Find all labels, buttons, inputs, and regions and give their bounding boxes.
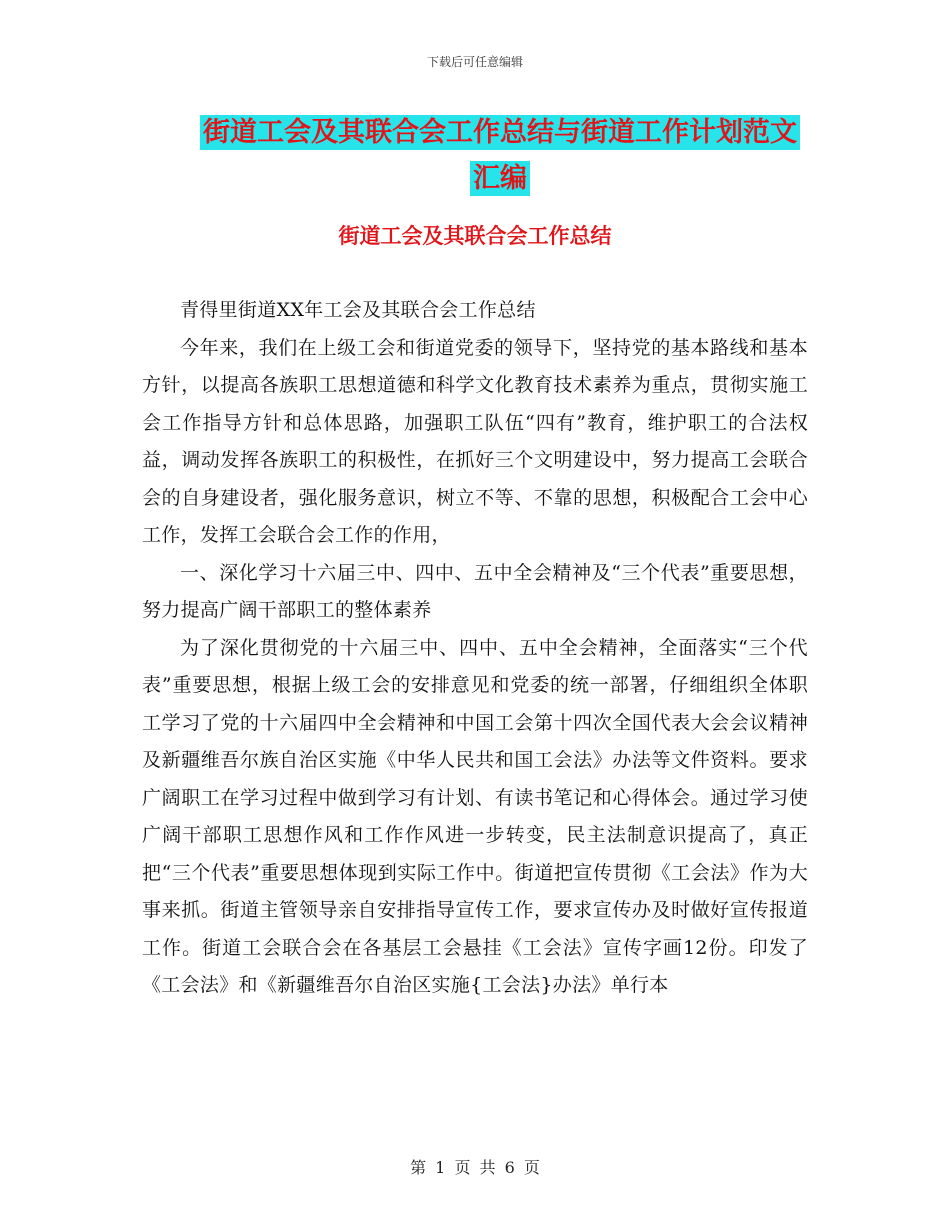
document-title bbox=[190, 110, 810, 202]
body-paragraph: 为了深化贯彻党的十六届三中、四中、五中全会精神，全面落实“三个代表”重要思想，根据上级工会的安排意见和党委的统一部署，仔细组织全体职工学习了党的十六届四中全会精神和中国工会第十四次全国代表大会会议精神及新疆维吾尔族自治区实施《中华人民共和国工会法》办法等文件资料。要求广阔职工在学习过程中做到学习有计划、有读书笔记和心得体会。通过学习使广阔干部职工思想作风和工作作风进一步转变，民主法制意识提高了，真正把“三个代表”重要思想体现到实际工作中。街道把宣传贯彻《工会法》作为大事来抓。街道主管领导亲自安排指导宣传工作，要求宣传办及时做好宣传报道工作。街道工会联合会在各基层工会悬挂《工会法》宣传字画12份。印发了《工会法》和《新疆维吾尔自治区实施{工会法}办法》单行本 bbox=[142, 636, 808, 996]
page-header-note: 下载后可任意编辑 bbox=[426, 55, 523, 69]
body-paragraph: 今年来，我们在上级工会和街道党委的领导下，坚持党的基本路线和基本方针，以提高各族职工思想道德和科学文化教育技术素养为重点，贯彻实施工会工作指导方针和总体思路，加强职工队伍“四有”教育，维护职工的合法权益，调动发挥各族职工的积极性，在抓好三个文明建设中，努力提高工会联合会的自身建设者，强化服务意识，树立不等、不靠的思想，积极配合工会中心工作，发挥工会联合会工作的作用， bbox=[142, 336, 808, 546]
body-paragraph: 一、深化学习十六届三中、四中、五中全会精神及“三个代表”重要思想，努力提高广阔干部职工的整体素养 bbox=[142, 561, 808, 621]
section-title: 街道工会及其联合会工作总结 bbox=[338, 224, 612, 248]
document-body bbox=[142, 292, 808, 1005]
document-title-text: 街道工会及其联合会工作总结与街道工作计划范文汇编 bbox=[200, 115, 800, 196]
page-number: 第 1 页 共 6 页 bbox=[410, 1158, 540, 1177]
body-paragraph: 青得里街道XX年工会及其联合会工作总结 bbox=[180, 299, 536, 321]
